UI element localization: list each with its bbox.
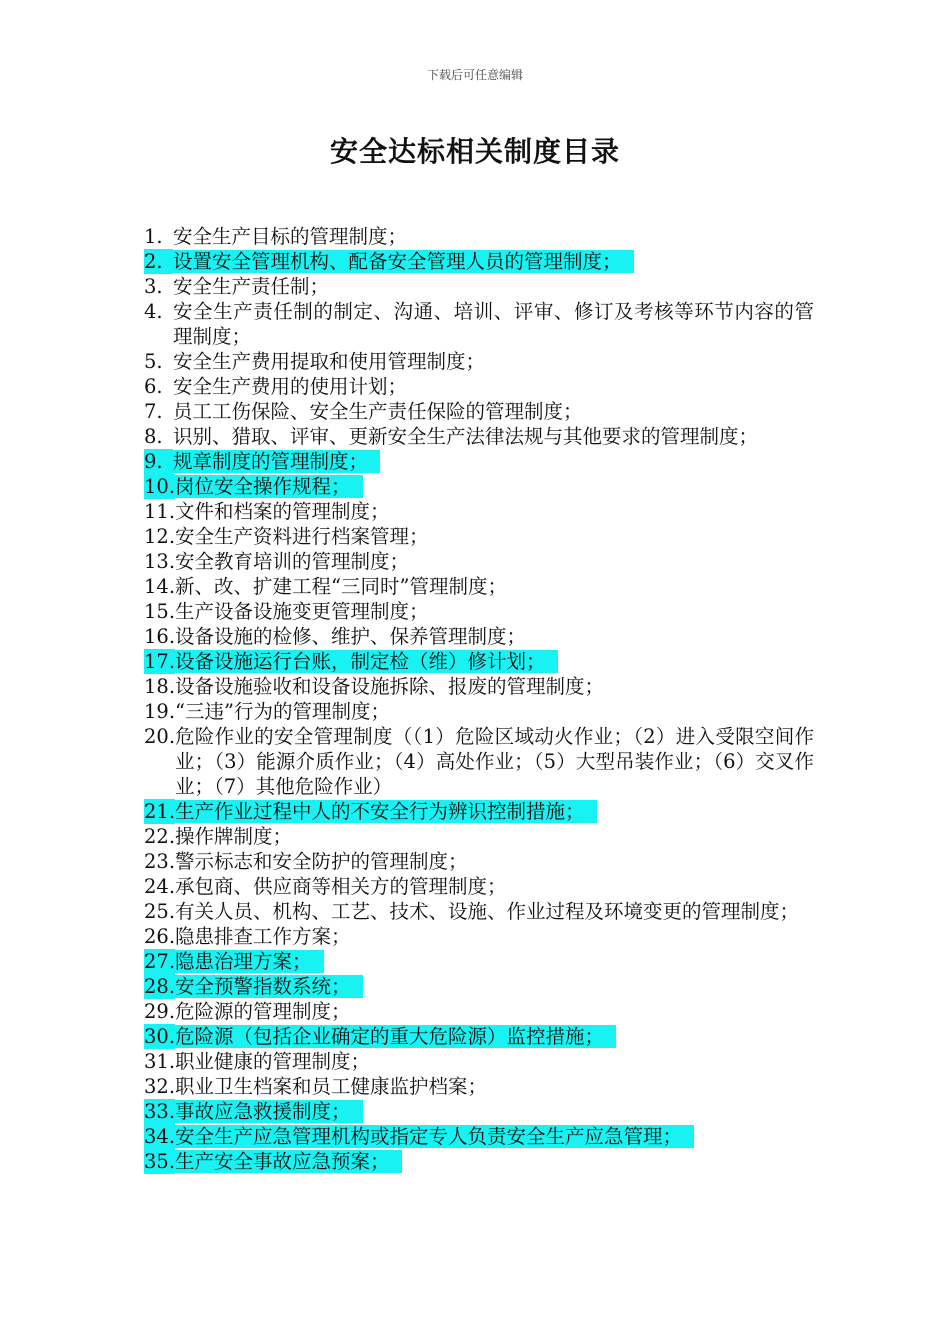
item-number: 34. <box>144 1125 176 1148</box>
item-number: 6. <box>144 375 163 398</box>
list-item <box>144 924 814 949</box>
item-number: 10. <box>144 475 176 498</box>
item-number: 29. <box>144 1000 176 1023</box>
list-item <box>144 424 814 449</box>
list-item <box>144 999 814 1024</box>
list-item <box>144 899 814 924</box>
item-text: 有关人员、机构、工艺、技术、设施、作业过程及环境变更的管理制度； <box>175 900 800 923</box>
item-text: 危险作业的安全管理制度（（1）危险区域动火作业；（2）进入受限空间作业；（3）能源介质作业；（4）高处作业；（5）大型吊装作业；（6）交叉作业；（7）其他危险作业） <box>175 725 814 798</box>
list-item <box>144 274 814 299</box>
list-item <box>144 624 814 649</box>
item-text: 隐患排查工作方案； <box>175 925 351 948</box>
list-item <box>144 499 814 524</box>
item-text: 安全生产应急管理机构或指定专人负责安全生产应急管理； <box>175 1125 694 1148</box>
list-item <box>144 974 814 999</box>
item-number: 13. <box>144 550 176 573</box>
item-number: 31. <box>144 1050 176 1073</box>
list-item <box>144 1099 814 1124</box>
list-item <box>144 1049 814 1074</box>
item-number: 26. <box>144 925 176 948</box>
item-number: 20. <box>144 725 176 748</box>
item-text: 职业健康的管理制度； <box>175 1050 371 1073</box>
item-text: 设备设施运行台账，制定检（维）修计划； <box>175 650 558 673</box>
item-number: 35. <box>144 1150 176 1173</box>
list-item <box>144 649 814 674</box>
list-item <box>144 374 814 399</box>
list-item <box>144 524 814 549</box>
item-number: 11. <box>144 500 176 523</box>
list-item <box>144 699 814 724</box>
item-number: 23. <box>144 850 176 873</box>
item-text: 安全生产责任制； <box>173 275 330 298</box>
list-item <box>144 474 814 499</box>
list-item <box>144 1024 814 1049</box>
list-item <box>144 1124 814 1149</box>
item-number: 9. <box>144 449 173 474</box>
list-item <box>144 349 814 374</box>
list-item <box>144 549 814 574</box>
item-number: 21. <box>144 800 176 823</box>
list-item <box>144 249 814 274</box>
item-number: 25. <box>144 900 176 923</box>
item-number: 8. <box>144 425 163 448</box>
list-item <box>144 724 814 799</box>
list-item <box>144 824 814 849</box>
item-number: 27. <box>144 950 176 973</box>
item-number: 7. <box>144 400 163 423</box>
item-number: 19. <box>144 700 176 723</box>
item-number: 2. <box>144 249 173 274</box>
item-number: 15. <box>144 600 176 623</box>
item-text: 安全教育培训的管理制度； <box>175 550 410 573</box>
item-text: 新、改、扩建工程“三同时”管理制度； <box>175 575 507 598</box>
item-number: 18. <box>144 675 176 698</box>
page-header-note: 下载后可任意编辑 <box>426 68 523 82</box>
item-number: 12. <box>144 525 176 548</box>
item-number: 17. <box>144 650 176 673</box>
item-text: 文件和档案的管理制度； <box>175 500 390 523</box>
item-text: 识别、猎取、评审、更新安全生产法律法规与其他要求的管理制度； <box>173 425 759 448</box>
item-number: 1. <box>144 225 163 248</box>
item-number: 5. <box>144 350 163 373</box>
item-number: 16. <box>144 625 176 648</box>
list-item <box>144 674 814 699</box>
list-item <box>144 949 814 974</box>
item-text: 规章制度的管理制度； <box>173 450 380 473</box>
list-item <box>144 299 814 349</box>
item-number: 14. <box>144 575 176 598</box>
item-number: 4. <box>144 300 163 323</box>
item-text: 生产设备设施变更管理制度； <box>175 600 429 623</box>
item-text: 职业卫生档案和员工健康监护档案； <box>175 1075 488 1098</box>
item-text: 安全生产目标的管理制度； <box>173 225 408 248</box>
item-text: 生产安全事故应急预案； <box>175 1150 402 1173</box>
list-item <box>144 224 814 249</box>
item-number: 22. <box>144 825 176 848</box>
list-item <box>144 849 814 874</box>
item-text: 操作牌制度； <box>175 825 293 848</box>
item-text: 危险源的管理制度； <box>175 1000 351 1023</box>
item-text: 事故应急救援制度； <box>175 1100 363 1123</box>
list-item <box>144 799 814 824</box>
item-text: 安全预警指数系统； <box>175 975 363 998</box>
item-text: 安全生产费用的使用计划； <box>173 375 408 398</box>
item-text: 生产作业过程中人的不安全行为辨识控制措施； <box>175 800 597 823</box>
document-title: 安全达标相关制度目录 <box>329 135 620 168</box>
list-item <box>144 449 814 474</box>
item-number: 28. <box>144 975 176 998</box>
item-text: 隐患治理方案； <box>175 950 324 973</box>
list-item <box>144 874 814 899</box>
toc-list <box>144 224 814 1174</box>
item-number: 30. <box>144 1025 176 1048</box>
list-item <box>144 1149 814 1174</box>
item-text: 安全生产费用提取和使用管理制度； <box>173 350 486 373</box>
item-text: 员工工伤保险、安全生产责任保险的管理制度； <box>173 400 583 423</box>
item-text: 安全生产资料进行档案管理； <box>175 525 429 548</box>
list-item <box>144 399 814 424</box>
item-text: 设备设施的检修、维护、保养管理制度； <box>175 625 527 648</box>
item-number: 33. <box>144 1100 176 1123</box>
item-number: 24. <box>144 875 176 898</box>
item-number: 3. <box>144 275 163 298</box>
item-text: 承包商、供应商等相关方的管理制度； <box>175 875 507 898</box>
item-text: 警示标志和安全防护的管理制度； <box>175 850 468 873</box>
item-text: 岗位安全操作规程； <box>175 475 363 498</box>
item-number: 32. <box>144 1075 176 1098</box>
item-text: 危险源（包括企业确定的重大危险源）监控措施； <box>175 1025 616 1048</box>
list-item <box>144 1074 814 1099</box>
item-text: 设备设施验收和设备设施拆除、报废的管理制度； <box>175 675 605 698</box>
item-text: 安全生产责任制的制定、沟通、培训、评审、修订及考核等环节内容的管理制度； <box>173 300 814 348</box>
item-text: “三违”行为的管理制度； <box>175 700 390 723</box>
item-text: 设置安全管理机构、配备安全管理人员的管理制度； <box>173 250 634 273</box>
list-item <box>144 574 814 599</box>
list-item <box>144 599 814 624</box>
